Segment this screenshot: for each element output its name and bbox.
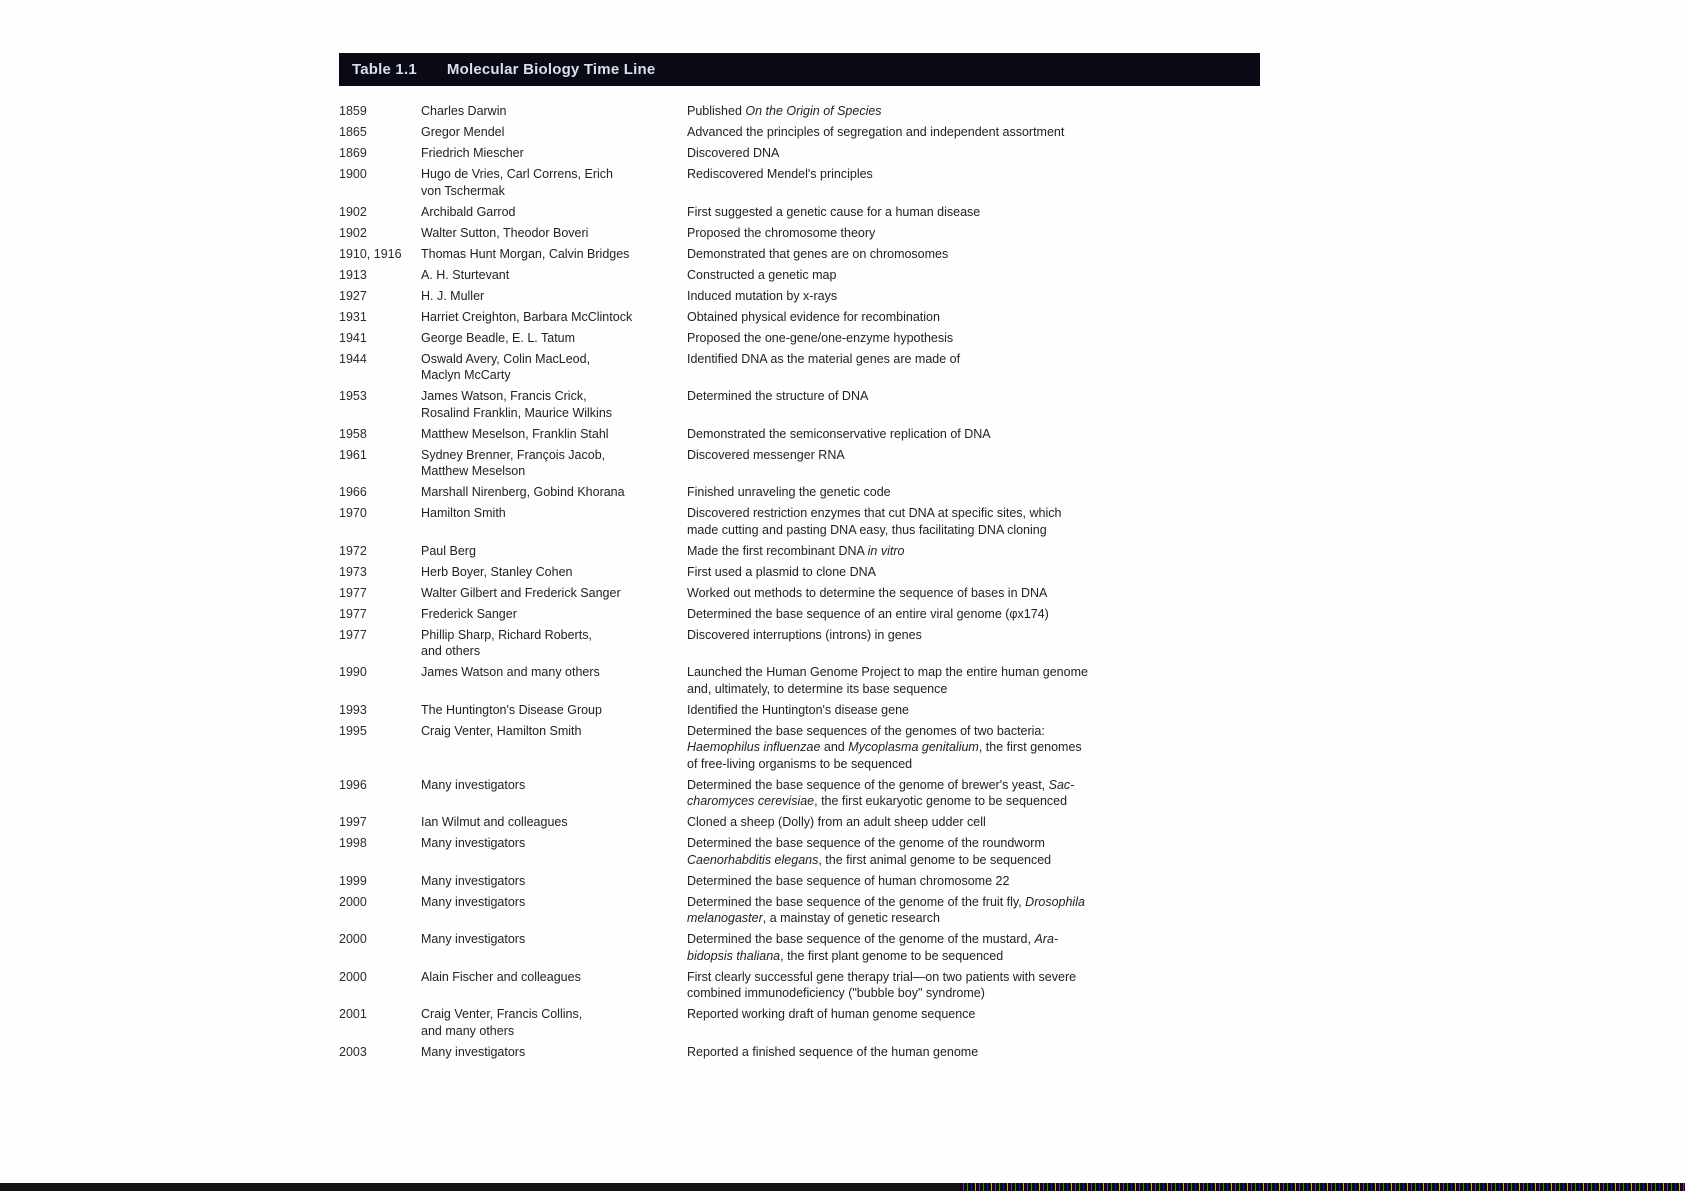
investigators-cell: Many investigators	[421, 777, 526, 792]
investigators-cell: Herb Boyer, Stanley Cohen	[421, 564, 573, 579]
table-row	[339, 246, 1260, 263]
milestone-cell: Discovered interruptions (introns) in genes	[687, 627, 922, 642]
investigators-cell: Craig Venter, Francis Collins, and many others	[421, 1007, 583, 1038]
table-row	[339, 426, 1260, 443]
milestone-cell: First used a plasmid to clone DNA	[687, 564, 876, 579]
investigators-cell: Many investigators	[421, 836, 526, 850]
investigators-cell: Alain Fischer and colleagues	[421, 969, 581, 984]
year-cell: 1961	[339, 447, 367, 462]
year-cell: 1977	[339, 627, 367, 642]
table-row	[339, 606, 1260, 623]
table-rows	[339, 103, 1260, 1060]
table-row	[339, 931, 1260, 964]
year-cell: 1927	[339, 288, 367, 303]
table-row	[339, 873, 1260, 890]
table-row	[339, 166, 1260, 199]
year-cell: 1966	[339, 485, 367, 499]
year-cell: 1996	[339, 777, 367, 792]
year-cell: 1997	[339, 815, 367, 829]
table-row	[339, 124, 1260, 141]
milestone-cell: Proposed the one-gene/one-enzyme hypothesis	[687, 330, 954, 345]
investigators-cell: Archibald Garrod	[421, 204, 516, 219]
year-cell: 1902	[339, 225, 367, 240]
year-cell: 1953	[339, 389, 367, 403]
table-row	[339, 145, 1260, 162]
table-row	[339, 225, 1260, 242]
scan-edge-bar	[0, 1183, 1685, 1191]
year-cell: 1958	[339, 426, 367, 441]
investigators-cell: George Beadle, E. L. Tatum	[421, 330, 576, 345]
year-cell: 1941	[339, 330, 367, 345]
table-row	[339, 969, 1260, 1002]
table-row	[339, 1044, 1260, 1061]
scan-noise-strip	[960, 1183, 1685, 1191]
timeline-table	[339, 53, 1260, 1065]
table-row	[339, 388, 1260, 421]
milestone-cell: Proposed the chromosome theory	[687, 225, 876, 240]
investigators-cell: Craig Venter, Hamilton Smith	[421, 723, 582, 738]
milestone-cell: First suggested a genetic cause for a human disease	[687, 204, 981, 219]
table-row	[339, 585, 1260, 602]
year-cell: 1902	[339, 204, 367, 219]
milestone-cell: Determined the base sequence of human chromosome 22	[687, 873, 1010, 888]
milestone-cell: Determined the base sequence of the genome of the mustard, Ara- bidopsis thaliana, the first plant genome to be sequenced	[687, 932, 1059, 963]
investigators-cell: Marshall Nirenberg, Gobind Khorana	[421, 485, 625, 499]
investigators-cell: Charles Darwin	[421, 104, 507, 118]
investigators-cell: Hamilton Smith	[421, 506, 506, 520]
milestone-cell: Demonstrated the semiconservative replication of DNA	[687, 426, 991, 441]
year-cell: 1931	[339, 309, 367, 324]
milestone-cell: Published On the Origin of Species	[687, 104, 882, 118]
table-row	[339, 484, 1260, 501]
year-cell: 1970	[339, 506, 367, 520]
investigators-cell: James Watson, Francis Crick, Rosalind Franklin, Maurice Wilkins	[421, 389, 613, 420]
investigators-cell: Hugo de Vries, Carl Correns, Erich von Tschermak	[421, 167, 613, 198]
table-row	[339, 835, 1260, 868]
year-cell: 1910, 1916	[339, 246, 402, 261]
year-cell: 1865	[339, 125, 367, 139]
investigators-cell: Walter Gilbert and Frederick Sanger	[421, 585, 621, 600]
investigators-cell: Many investigators	[421, 932, 526, 946]
table-row	[339, 288, 1260, 305]
investigators-cell: The Huntington's Disease Group	[421, 702, 602, 717]
year-cell: 2001	[339, 1007, 367, 1021]
table-number-label: Table 1.1	[352, 61, 417, 78]
table-row	[339, 664, 1260, 697]
table-row	[339, 627, 1260, 660]
milestone-cell: Identified the Huntington's disease gene	[687, 702, 909, 717]
table-row	[339, 267, 1260, 284]
investigators-cell: Ian Wilmut and colleagues	[421, 815, 568, 829]
milestone-cell: Cloned a sheep (Dolly) from an adult sheep udder cell	[687, 815, 986, 829]
year-cell: 1977	[339, 585, 367, 600]
year-cell: 1913	[339, 267, 367, 282]
year-cell: 1993	[339, 702, 367, 717]
milestone-cell: Constructed a genetic map	[687, 267, 837, 282]
year-cell: 1900	[339, 167, 367, 181]
year-cell: 1990	[339, 665, 367, 679]
table-row	[339, 103, 1260, 120]
milestone-cell: Determined the base sequence of the genome of brewer's yeast, Sac- charomyces cerevisiae, the first eukaryotic genome to be sequenced	[687, 777, 1075, 808]
investigators-cell: Friedrich Miescher	[421, 146, 524, 160]
milestone-cell: Demonstrated that genes are on chromosomes	[687, 246, 949, 261]
year-cell: 1972	[339, 543, 367, 558]
table-row	[339, 814, 1260, 831]
year-cell: 1998	[339, 836, 367, 850]
year-cell: 1977	[339, 606, 367, 621]
year-cell: 1944	[339, 351, 367, 366]
investigators-cell: Many investigators	[421, 873, 526, 888]
investigators-cell: Walter Sutton, Theodor Boveri	[421, 225, 589, 240]
investigators-cell: Many investigators	[421, 1044, 526, 1059]
year-cell: 1995	[339, 723, 367, 738]
table-row	[339, 723, 1260, 773]
investigators-cell: A. H. Sturtevant	[421, 267, 510, 282]
table-row	[339, 309, 1260, 326]
year-cell: 2003	[339, 1044, 367, 1059]
investigators-cell: Sydney Brenner, François Jacob, Matthew Meselson	[421, 447, 606, 478]
year-cell: 1859	[339, 104, 367, 118]
investigators-cell: Gregor Mendel	[421, 125, 505, 139]
year-cell: 1999	[339, 873, 367, 888]
milestone-cell: Launched the Human Genome Project to map the entire human genome and, ultimately, to determine its base sequence	[687, 665, 1088, 696]
investigators-cell: Oswald Avery, Colin MacLeod, Maclyn McCarty	[421, 351, 591, 382]
year-cell: 2000	[339, 894, 367, 909]
year-cell: 1973	[339, 564, 367, 579]
investigators-cell: Many investigators	[421, 894, 526, 909]
table-header-bar	[339, 53, 1260, 86]
milestone-cell: Identified DNA as the material genes are made of	[687, 351, 961, 366]
milestone-cell: Determined the base sequence of an entire viral genome (φx174)	[687, 606, 1049, 621]
investigators-cell: H. J. Muller	[421, 288, 485, 303]
milestone-cell: Finished unraveling the genetic code	[687, 485, 891, 499]
table-row	[339, 1006, 1260, 1039]
milestone-cell: Determined the structure of DNA	[687, 389, 869, 403]
milestone-cell: Determined the base sequences of the genomes of two bacteria: Haemophilus influenzae and Mycoplasma genitalium, the first genomes of free-living organisms to be sequenced	[687, 723, 1082, 771]
milestone-cell: Discovered DNA	[687, 146, 780, 160]
table-row	[339, 330, 1260, 347]
milestone-cell: Discovered restriction enzymes that cut DNA at specific sites, which made cutting and pasting DNA easy, thus facilitating DNA cloning	[687, 506, 1062, 537]
table-row	[339, 204, 1260, 221]
investigators-cell: Harriet Creighton, Barbara McClintock	[421, 309, 633, 324]
investigators-cell: Matthew Meselson, Franklin Stahl	[421, 426, 609, 441]
investigators-cell: Phillip Sharp, Richard Roberts, and others	[421, 627, 592, 658]
milestone-cell: Made the first recombinant DNA in vitro	[687, 543, 905, 558]
investigators-cell: James Watson and many others	[421, 665, 600, 679]
year-cell: 1869	[339, 146, 367, 160]
milestone-cell: Reported working draft of human genome sequence	[687, 1007, 976, 1021]
year-cell: 2000	[339, 969, 367, 984]
milestone-cell: Worked out methods to determine the sequence of bases in DNA	[687, 585, 1048, 600]
milestone-cell: Obtained physical evidence for recombination	[687, 309, 940, 324]
investigators-cell: Paul Berg	[421, 543, 476, 558]
milestone-cell: Rediscovered Mendel's principles	[687, 167, 873, 181]
table-row	[339, 447, 1260, 480]
table-title: Molecular Biology Time Line	[446, 61, 656, 78]
year-cell: 2000	[339, 932, 367, 946]
milestone-cell: Determined the base sequence of the genome of the fruit fly, Drosophila melanogaster, a mainstay of genetic research	[687, 894, 1085, 925]
milestone-cell: Determined the base sequence of the genome of the roundworm Caenorhabditis elegans, the first animal genome to be sequenced	[687, 836, 1052, 867]
investigators-cell: Thomas Hunt Morgan, Calvin Bridges	[421, 246, 630, 261]
milestone-cell: Advanced the principles of segregation and independent assortment	[687, 125, 1065, 139]
table-row	[339, 777, 1260, 810]
table-row	[339, 505, 1260, 538]
milestone-cell: Reported a finished sequence of the human genome	[687, 1044, 979, 1059]
investigators-cell: Frederick Sanger	[421, 606, 517, 621]
table-row	[339, 351, 1260, 384]
table-row	[339, 543, 1260, 560]
table-row	[339, 702, 1260, 719]
milestone-cell: Induced mutation by x-rays	[687, 288, 838, 303]
milestone-cell: Discovered messenger RNA	[687, 447, 845, 462]
table-row	[339, 894, 1260, 927]
milestone-cell: First clearly successful gene therapy trial—on two patients with severe combined immunodeficiency ("bubble boy" syndrome)	[687, 969, 1077, 1000]
table-row	[339, 564, 1260, 581]
